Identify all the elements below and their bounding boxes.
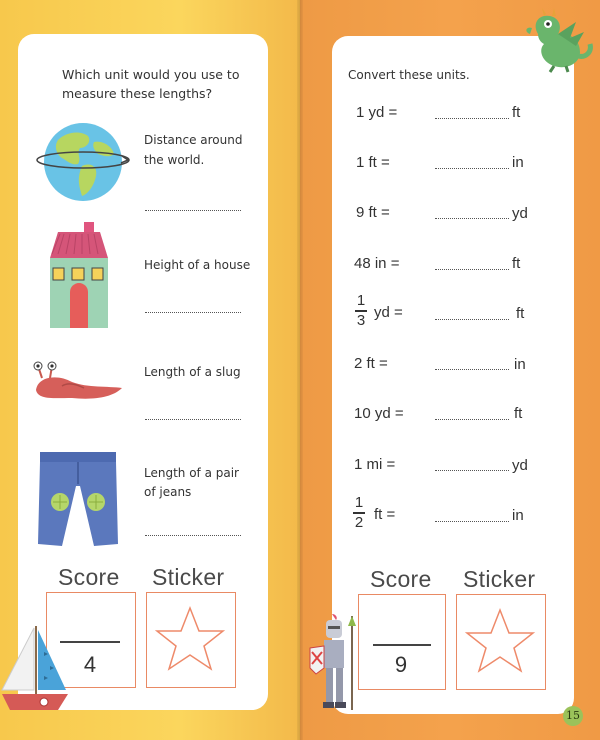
conversion-1-lhs: 1 yd = (356, 104, 398, 121)
globe-icon (36, 118, 130, 206)
answer-3-line[interactable] (145, 419, 241, 420)
conversion-3-lhs: 9 ft = (356, 204, 390, 221)
answer-4-line[interactable] (145, 535, 241, 536)
left-score-value: 4 (83, 652, 97, 677)
fraction-denominator: 2 (354, 513, 364, 531)
fraction-numerator: 1 (354, 494, 364, 511)
question-2-label: Height of a house (144, 258, 251, 272)
conversion-1-unit: ft (512, 104, 521, 121)
conversion-8-unit: yd (512, 457, 528, 474)
conversion-5-lhs: yd = (374, 304, 403, 321)
conversion-9-unit: in (512, 507, 524, 524)
question-4-label-line1: Length of a pair (144, 466, 239, 480)
house-icon (46, 220, 112, 330)
conversion-9-lhs: ft = (374, 506, 396, 523)
conversion-6-lhs: 2 ft = (354, 355, 388, 372)
knight-icon (306, 612, 362, 716)
fraction-denominator: 3 (356, 311, 366, 329)
conversion-7-lhs: 10 yd = (354, 405, 404, 422)
question-1-label-line2: the world. (144, 153, 205, 167)
conversion-2-unit: in (512, 154, 524, 171)
conversion-4-answer[interactable] (435, 269, 509, 270)
conversion-9-answer[interactable] (435, 521, 509, 522)
question-1-label-line1: Distance around (144, 133, 243, 147)
conversion-6-answer[interactable] (435, 369, 509, 370)
page-fold (297, 0, 303, 740)
conversion-9-fraction (353, 495, 365, 531)
right-sticker-label: Sticker (463, 566, 536, 592)
conversion-2-answer[interactable] (435, 168, 509, 169)
page-number-badge: 15 (563, 706, 583, 726)
slug-icon (32, 360, 124, 404)
right-score-label: Score (370, 566, 432, 592)
answer-1-line[interactable] (145, 210, 241, 211)
fraction-numerator: 1 (356, 292, 366, 309)
conversion-7-answer[interactable] (435, 419, 509, 420)
sailboat-icon (0, 622, 70, 714)
left-prompt-line1: Which unit would you use to (62, 67, 240, 82)
question-4-label-line2: of jeans (144, 485, 192, 499)
jeans-icon (36, 450, 120, 550)
left-star-icon (152, 602, 228, 674)
conversion-1-answer[interactable] (435, 118, 509, 119)
question-3-label: Length of a slug (144, 365, 241, 379)
conversion-8-lhs: 1 mi = (354, 456, 396, 473)
conversion-2-lhs: 1 ft = (356, 154, 390, 171)
conversion-7-unit: ft (514, 405, 523, 422)
right-star-icon (462, 604, 538, 676)
dragon-icon (518, 4, 596, 74)
conversion-5-unit: ft (516, 305, 525, 322)
right-score-value: 9 (394, 652, 408, 677)
conversion-3-unit: yd (512, 205, 528, 222)
right-score-divider (373, 644, 431, 646)
conversion-3-answer[interactable] (435, 218, 509, 219)
conversion-4-unit: ft (512, 255, 521, 272)
conversion-5-fraction (355, 293, 367, 329)
conversion-6-unit: in (514, 356, 526, 373)
conversion-5-answer[interactable] (435, 319, 509, 320)
left-sticker-label: Sticker (152, 564, 225, 590)
conversion-4-lhs: 48 in = (354, 255, 400, 272)
right-prompt: Convert these units. (348, 68, 470, 82)
left-prompt-line2: measure these lengths? (62, 86, 213, 101)
conversion-8-answer[interactable] (435, 470, 509, 471)
left-score-label: Score (58, 564, 120, 590)
answer-2-line[interactable] (145, 312, 241, 313)
